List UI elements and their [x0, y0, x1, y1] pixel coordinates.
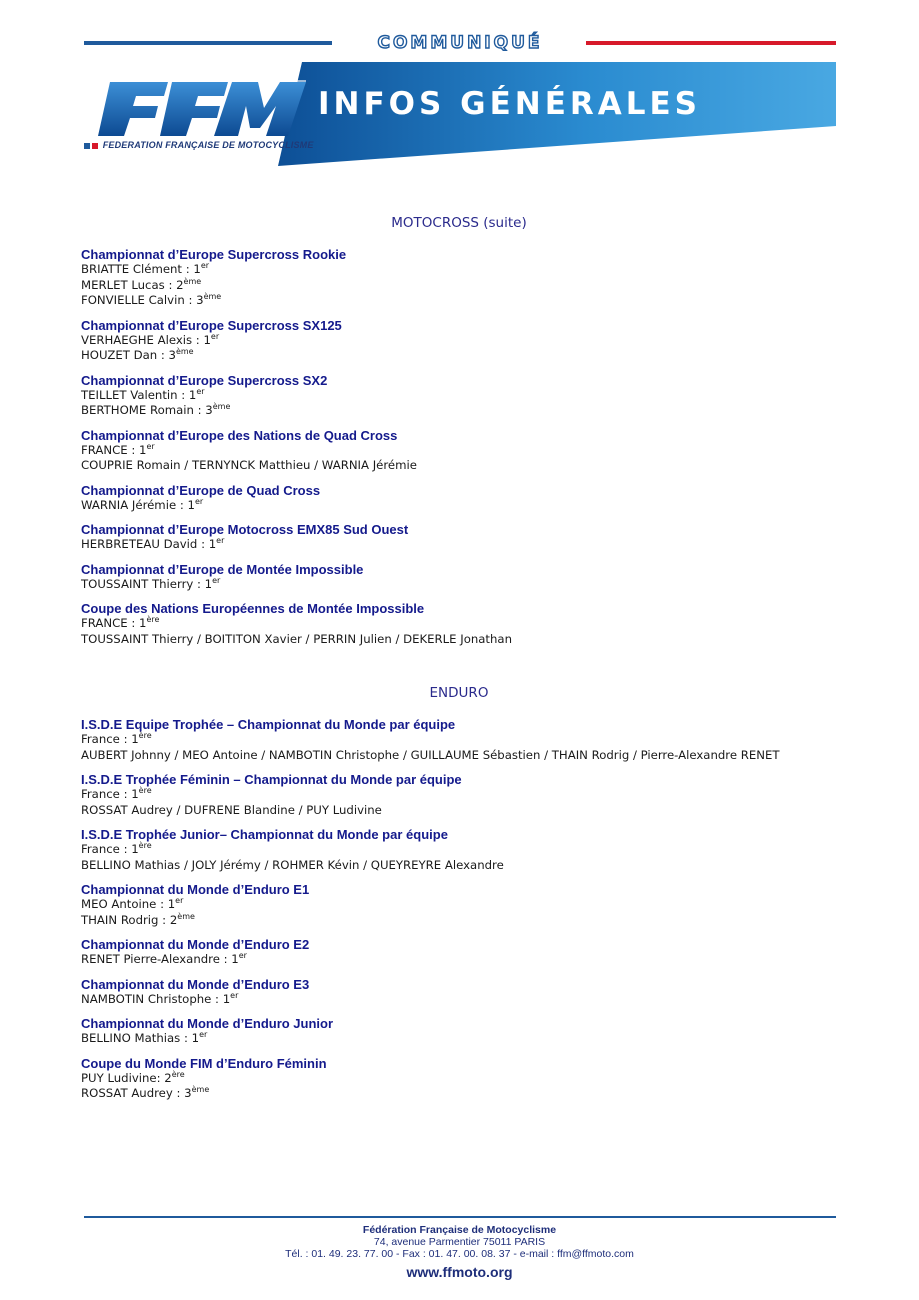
result-line: [81, 732, 837, 748]
rank-suffix: er: [200, 261, 210, 270]
result-block: [81, 522, 837, 553]
championship-title: Coupe du Monde FIM d’Enduro Féminin: [81, 1055, 327, 1071]
result-text: WARNIA Jérémie : 1: [81, 497, 195, 512]
communique-title: COMMUNIQUÉ: [377, 33, 543, 53]
rank-suffix: er: [210, 331, 220, 341]
footer-contact: Tél. : 01. 49. 23. 77. 00 - Fax : 01. 47. 00. 08. 37 - e-mail : ffm@ffmoto.com: [285, 1248, 634, 1260]
result-block: [81, 318, 837, 364]
championship-title: Championnat d’Europe Supercross SX2: [81, 372, 328, 388]
result-text: HERBRETEAU David : 1: [81, 537, 217, 551]
rank-suffix: er: [238, 951, 247, 960]
championship-title: Coupe des Nations Européennes de Montée Impossible: [81, 601, 425, 616]
result-text: France : 1: [81, 842, 139, 856]
footer-divider: [84, 1216, 836, 1218]
result-block: [81, 827, 837, 873]
result-line: [81, 787, 837, 803]
result-block: [81, 772, 837, 818]
championship-title: I.S.D.E Equipe Trophée – Championnat du Monde par équipe: [81, 717, 456, 732]
rank-suffix: er: [194, 496, 204, 506]
championship-title: Championnat du Monde d’Enduro E3: [81, 976, 310, 992]
championship-title: Championnat d’Europe de Quad Cross: [81, 482, 321, 498]
result-text: FRANCE : 1: [81, 616, 147, 630]
championship-title: I.S.D.E Trophée Junior– Championnat du Monde par équipe: [81, 827, 448, 842]
result-block: [81, 882, 837, 928]
result-text: THAIN Rodrig : 2: [81, 912, 178, 927]
result-line: [81, 278, 837, 294]
championship-title: Championnat d’Europe de Montée Impossible: [81, 561, 364, 577]
championship-title: Championnat d’Europe Supercross Rookie: [81, 247, 347, 262]
result-block: [81, 1056, 837, 1102]
banner-title: INFOS GÉNÉRALES: [318, 86, 701, 122]
rank-suffix: er: [175, 896, 184, 905]
result-text: RENET Pierre-Alexandre : 1: [81, 952, 239, 966]
result-line: [81, 992, 837, 1008]
result-text: FONVIELLE Calvin : 3: [81, 293, 204, 307]
result-block: [81, 717, 837, 763]
result-line: [81, 388, 837, 404]
result-text: NAMBOTIN Christophe : 1: [81, 991, 231, 1006]
result-line: [81, 952, 837, 968]
result-text: France : 1: [81, 787, 139, 801]
rank-suffix: ème: [203, 292, 222, 301]
rank-suffix: er: [199, 1030, 208, 1039]
footer: [0, 1224, 919, 1282]
footer-website-link[interactable]: www.ffmoto.org: [406, 1264, 513, 1280]
result-line: [81, 577, 837, 593]
result-text: AUBERT Johnny / MEO Antoine / NAMBOTIN Christophe / GUILLAUME Sébastien / THAIN Rodrig / Pierre-Alexandre RENET: [81, 747, 780, 762]
result-block: [81, 483, 837, 514]
communique-line-red: [586, 41, 836, 45]
header-banner: [0, 62, 919, 166]
rank-suffix: ère: [171, 1069, 185, 1079]
rank-suffix: er: [146, 441, 155, 451]
result-block: [81, 247, 837, 309]
result-block: [81, 428, 837, 474]
rank-suffix: er: [230, 990, 239, 1000]
result-line: [81, 1031, 837, 1047]
championship-title: I.S.D.E Trophée Féminin – Championnat du Monde par équipe: [81, 772, 462, 787]
result-line: [81, 403, 837, 419]
footer-organization: Fédération Française de Motocyclisme: [362, 1224, 557, 1236]
result-line: [81, 443, 837, 459]
result-line: [81, 293, 837, 309]
result-line: [81, 262, 837, 278]
result-text: BELLINO Mathias / JOLY Jérémy / ROHMER Kévin / QUEYREYRE Alexandre: [81, 857, 504, 872]
result-text: MEO Antoine : 1: [81, 897, 176, 911]
result-line: [81, 333, 837, 349]
rank-suffix: ème: [183, 276, 202, 286]
result-block: [81, 562, 837, 593]
flag-red-square: [92, 143, 98, 149]
result-line: [81, 748, 837, 764]
result-text: COUPRIE Romain / TERNYNCK Matthieu / WARNIA Jérémie: [81, 458, 417, 472]
result-block: [81, 977, 837, 1008]
motocross-results: [81, 247, 837, 647]
result-line: [81, 458, 837, 474]
championship-title: Championnat du Monde d’Enduro E1: [81, 882, 310, 897]
result-line: [81, 913, 837, 929]
section-title-enduro: ENDURO: [429, 685, 489, 701]
result-text: BRIATTE Clément : 1: [81, 262, 201, 276]
rank-suffix: ère: [138, 841, 152, 850]
result-line: [81, 897, 837, 913]
ffm-letters: [98, 82, 306, 136]
result-text: ROSSAT Audrey / DUFRENE Blandine / PUY Ludivine: [81, 802, 382, 817]
communique-bar: [0, 33, 919, 53]
result-text: ROSSAT Audrey : 3: [81, 1086, 192, 1100]
result-text: FRANCE : 1: [81, 442, 147, 457]
result-line: [81, 632, 837, 648]
result-line: [81, 858, 837, 874]
result-block: [81, 373, 837, 419]
flag-blue-square: [84, 143, 90, 149]
rank-suffix: ème: [177, 911, 195, 921]
result-text: HOUZET Dan : 3: [81, 348, 176, 362]
championship-title: Championnat d’Europe Supercross SX125: [81, 317, 342, 333]
rank-suffix: ème: [191, 1085, 210, 1094]
federation-subtitle: [84, 140, 314, 150]
result-text: VERHAEGHE Alexis : 1: [81, 332, 211, 347]
result-block: [81, 1016, 837, 1047]
result-block: [81, 601, 837, 647]
result-line: [81, 1071, 837, 1087]
section-title-motocross: MOTOCROSS (suite): [391, 215, 527, 231]
document-body: [81, 214, 837, 1111]
result-line: [81, 803, 837, 819]
federation-name: FEDERATION FRANÇAISE DE MOTOCYCLISME: [102, 140, 314, 150]
championship-title: Championnat d’Europe Motocross EMX85 Sud Ouest: [81, 522, 409, 537]
result-text: MERLET Lucas : 2: [81, 277, 184, 292]
result-line: [81, 616, 837, 632]
result-text: TOUSSAINT Thierry / BOITITON Xavier / PERRIN Julien / DEKERLE Jonathan: [81, 631, 512, 646]
rank-suffix: er: [212, 575, 221, 585]
result-text: TEILLET Valentin : 1: [81, 387, 197, 402]
result-block: [81, 937, 837, 968]
rank-suffix: ère: [138, 731, 152, 740]
result-text: France : 1: [81, 732, 139, 746]
championship-title: Championnat d’Europe des Nations de Quad Cross: [81, 427, 398, 443]
result-text: TOUSSAINT Thierry : 1: [81, 576, 213, 591]
communique-line-blue: [84, 41, 332, 45]
result-text: BELLINO Mathias : 1: [81, 1031, 200, 1045]
rank-suffix: ème: [212, 402, 231, 411]
result-text: BERTHOME Romain : 3: [81, 403, 213, 417]
result-line: [81, 498, 837, 514]
rank-suffix: er: [196, 386, 205, 396]
rank-suffix: ème: [175, 347, 194, 356]
result-line: [81, 842, 837, 858]
championship-title: Championnat du Monde d’Enduro E2: [81, 937, 310, 952]
result-line: [81, 348, 837, 364]
footer-address: 74, avenue Parmentier 75011 PARIS: [373, 1236, 546, 1248]
result-text: PUY Ludivine: 2: [81, 1070, 172, 1085]
result-line: [81, 537, 837, 553]
rank-suffix: ère: [146, 615, 160, 624]
result-line: [81, 1086, 837, 1102]
rank-suffix: er: [216, 536, 225, 545]
rank-suffix: ère: [138, 786, 152, 795]
enduro-results: [81, 717, 837, 1102]
championship-title: Championnat du Monde d’Enduro Junior: [81, 1016, 334, 1031]
